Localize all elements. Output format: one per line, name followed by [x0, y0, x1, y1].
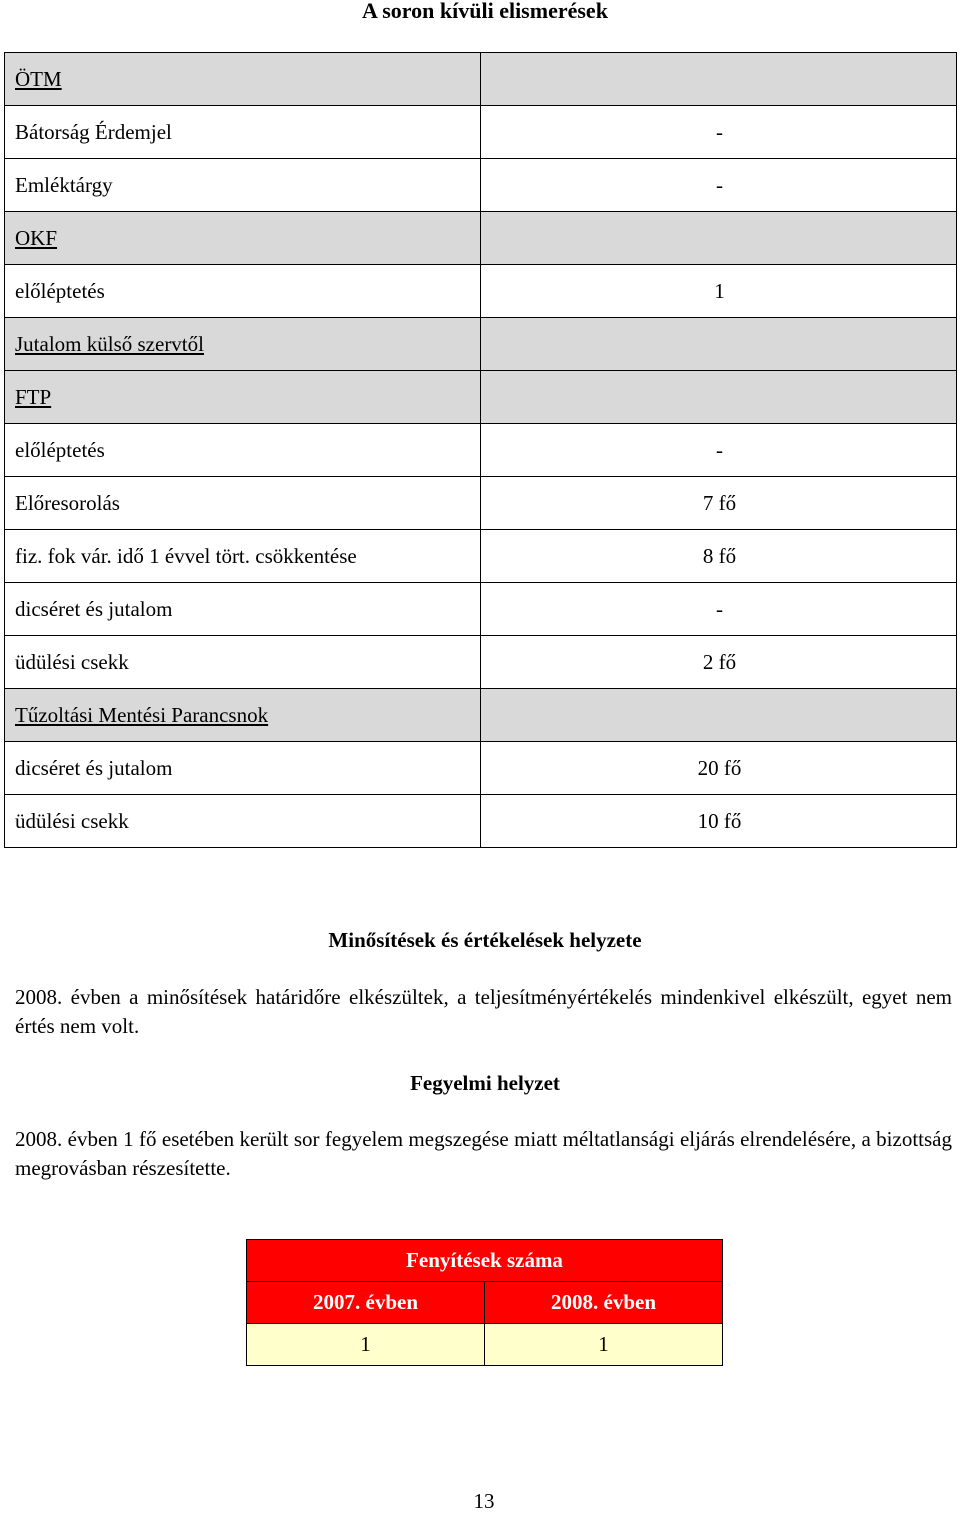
awards-value: [481, 212, 957, 265]
awards-value: -: [481, 159, 957, 212]
awards-value: 10 fő: [481, 795, 957, 848]
awards-label: üdülési csekk: [15, 649, 129, 674]
awards-table: [4, 52, 957, 848]
awards-value: 8 fő: [481, 530, 957, 583]
awards-label: Emléktárgy: [15, 172, 113, 197]
page-title: A soron kívüli elismerések: [362, 0, 608, 23]
awards-row: [5, 530, 957, 583]
penalties-header-2008: 2008. évben: [485, 1282, 723, 1324]
awards-row: [5, 159, 957, 212]
qualifications-title: Minősítések és értékelések helyzete: [328, 928, 642, 952]
awards-value: 1: [481, 265, 957, 318]
awards-label-cell: [5, 742, 481, 795]
awards-section-row: [5, 689, 957, 742]
awards-value: [481, 689, 957, 742]
awards-section-label: Tűzoltási Mentési Parancsnok: [15, 702, 269, 727]
awards-label-cell: [5, 318, 481, 371]
awards-value: 20 fő: [481, 742, 957, 795]
penalties-value-2007: 1: [247, 1324, 485, 1366]
awards-label-cell: [5, 265, 481, 318]
awards-row: [5, 583, 957, 636]
awards-label-cell: [5, 53, 481, 106]
awards-section-row: [5, 371, 957, 424]
awards-value: 2 fő: [481, 636, 957, 689]
awards-label-cell: [5, 106, 481, 159]
awards-label: előléptetés: [15, 278, 105, 303]
awards-value: -: [481, 424, 957, 477]
awards-label-cell: [5, 159, 481, 212]
awards-label-cell: [5, 424, 481, 477]
awards-value: -: [481, 583, 957, 636]
awards-label-cell: [5, 212, 481, 265]
awards-label-cell: [5, 477, 481, 530]
penalties-header-2007: 2007. évben: [247, 1282, 485, 1324]
qualifications-text: 2008. évben a minősítések határidőre elkészültek, a teljesítményértékelés mindenkivel elkészült, egyet nem értés nem volt.: [15, 985, 952, 1038]
page-number: 13: [473, 1489, 495, 1513]
awards-section-label: ÖTM: [15, 66, 62, 91]
awards-value: -: [481, 106, 957, 159]
awards-section-row: [5, 53, 957, 106]
awards-row: [5, 477, 957, 530]
awards-row: [5, 106, 957, 159]
awards-label: fiz. fok vár. idő 1 évvel tört. csökkentése: [15, 543, 357, 568]
discipline-title: Fegyelmi helyzet: [410, 1071, 560, 1095]
awards-row: [5, 636, 957, 689]
discipline-text: 2008. évben 1 fő esetében került sor fegyelem megszegése miatt méltatlansági eljárás elrendelésére, a bizottság megrovásban részesítette.: [15, 1127, 952, 1180]
awards-value: [481, 318, 957, 371]
penalties-value-2008: 1: [485, 1324, 723, 1366]
awards-label: dicséret és jutalom: [15, 596, 173, 621]
awards-section-label: OKF: [15, 225, 58, 250]
awards-label: Előresorolás: [15, 490, 120, 515]
awards-label: előléptetés: [15, 437, 105, 462]
awards-label-cell: [5, 636, 481, 689]
awards-row: [5, 265, 957, 318]
penalties-title: Fenyítések száma: [247, 1240, 723, 1282]
awards-section-label: Jutalom külső szervtől: [15, 331, 204, 356]
awards-label-cell: [5, 530, 481, 583]
awards-value: [481, 371, 957, 424]
awards-label: dicséret és jutalom: [15, 755, 173, 780]
awards-row: [5, 742, 957, 795]
awards-label-cell: [5, 371, 481, 424]
awards-value: 7 fő: [481, 477, 957, 530]
awards-value: [481, 53, 957, 106]
awards-label: Bátorság Érdemjel: [15, 119, 172, 144]
awards-label-cell: [5, 583, 481, 636]
awards-row: [5, 795, 957, 848]
awards-row: [5, 424, 957, 477]
penalties-table: [246, 1239, 723, 1366]
awards-label: üdülési csekk: [15, 808, 129, 833]
awards-label-cell: [5, 689, 481, 742]
awards-section-row: [5, 212, 957, 265]
awards-label-cell: [5, 795, 481, 848]
awards-section-row: [5, 318, 957, 371]
awards-section-label: FTP: [15, 384, 52, 409]
